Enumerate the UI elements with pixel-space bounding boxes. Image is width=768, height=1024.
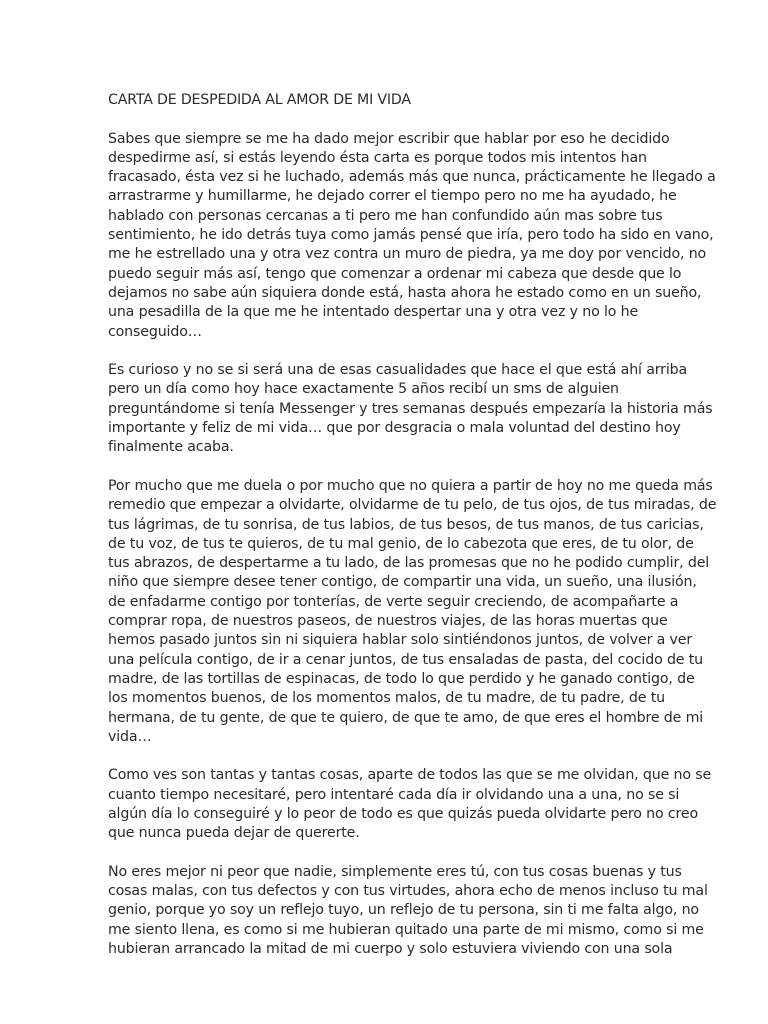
text-line: de enfadarme contigo por tonterías, de verte seguir creciendo, de acompañarte a bbox=[108, 593, 679, 610]
text-line: cuanto tiempo necesitaré, pero intentaré cada día ir olvidando una a una, no se si bbox=[108, 786, 680, 803]
text-line: Sabes que siempre se me ha dado mejor escribir que hablar por eso he decidido bbox=[108, 130, 670, 147]
text-line: de tu voz, de tus te quieros, de tu mal genio, de lo cabezota que eres, de tu olor, de bbox=[108, 535, 694, 552]
text-line: tus abrazos, de despertarme a tu lado, de las promesas que no he podido cumplir, del bbox=[108, 555, 710, 572]
text-line: niño que siempre desee tener contigo, de compartir una vida, un sueño, una ilusión, bbox=[108, 574, 697, 591]
paragraph bbox=[108, 477, 717, 747]
text-line: me he estrellado una y otra vez contra un muro de piedra, ya me doy por vencido, no bbox=[108, 246, 707, 263]
text-line: puedo seguir más así, tengo que comenzar a ordenar mi cabeza que desde que lo bbox=[108, 265, 682, 282]
text-line: No eres mejor ni peor que nadie, simplemente eres tú, con tus cosas buenas y tus bbox=[108, 863, 682, 880]
text-line: hablado con personas cercanas a ti pero me han confundido aún mas sobre tus bbox=[108, 207, 663, 224]
text-line: finalmente acaba. bbox=[108, 439, 234, 456]
letter-body bbox=[108, 91, 717, 979]
paragraph bbox=[108, 863, 708, 959]
text-line: madre, de las tortillas de espinacas, de todo lo que perdido y he ganado contigo, de bbox=[108, 670, 695, 687]
text-line: una película contigo, de ir a cenar juntos, de tus ensaladas de pasta, del cocido de tu bbox=[108, 651, 704, 668]
text-line: cosas malas, con tus defectos y con tus virtudes, ahora echo de menos incluso tu mal bbox=[108, 883, 708, 900]
text-line: tus lágrimas, de tu sonrisa, de tus labios, de tus besos, de tus manos, de tus caricias, bbox=[108, 516, 704, 533]
paragraph bbox=[108, 361, 713, 457]
text-line: importante y feliz de mi vida… que por desgracia o mala voluntad del destino hoy bbox=[108, 420, 681, 437]
text-line: genio, porque yo soy un reflejo tuyo, un reflejo de tu persona, sin ti me falta algo, no bbox=[108, 902, 699, 919]
text-line: me siento llena, es como si me hubieran quitado una parte de mi mismo, como si me bbox=[108, 921, 704, 938]
text-line: conseguido… bbox=[108, 323, 202, 340]
text-line: vida… bbox=[108, 728, 152, 745]
text-line: comprar ropa, de nuestros paseos, de nuestros viajes, de las horas muertas que bbox=[108, 613, 668, 630]
text-line: fracasado, ésta vez si he luchado, además más que nunca, prácticamente he llegado a bbox=[108, 169, 716, 186]
text-line: Es curioso y no se si será una de esas casualidades que hace el que está ahí arriba bbox=[108, 362, 688, 379]
text-line: hemos pasado juntos sin ni siquiera hablar solo sintiéndonos juntos, de volver a ver bbox=[108, 632, 693, 649]
letter-title: CARTA DE DESPEDIDA AL AMOR DE MI VIDA bbox=[108, 92, 411, 108]
text-line: arrastrarme y humillarme, he dejado correr el tiempo pero no me ha ayudado, he bbox=[108, 188, 677, 205]
text-line: despedirme así, si estás leyendo ésta carta es porque todos mis intentos han bbox=[108, 149, 647, 166]
text-line: hubieran arrancado la mitad de mi cuerpo y solo estuviera viviendo con una sola bbox=[108, 941, 673, 958]
paragraph-container bbox=[108, 130, 717, 960]
paragraph bbox=[108, 766, 712, 843]
text-line: los momentos buenos, de los momentos malos, de tu madre, de tu padre, de tu bbox=[108, 690, 665, 707]
text-line: dejamos no sabe aún siquiera donde está, hasta ahora he estado como en un sueño, bbox=[108, 284, 702, 301]
text-line: una pesadilla de la que me he intentado despertar una y otra vez y no lo he bbox=[108, 304, 639, 321]
paragraph bbox=[108, 130, 716, 342]
text-line: sentimiento, he ido detrás tuya como jamás pensé que iría, pero todo ha sido en vano, bbox=[108, 227, 714, 244]
text-line: algún día lo conseguiré y lo peor de todo es que quizás pueda olvidarte pero no creo bbox=[108, 805, 699, 822]
text-line: que nunca pueda dejar de quererte. bbox=[108, 825, 360, 842]
text-line: Como ves son tantas y tantas cosas, aparte de todos las que se me olvidan, que no se bbox=[108, 767, 712, 784]
text-line: Por mucho que me duela o por mucho que no quiera a partir de hoy no me queda más bbox=[108, 477, 713, 494]
text-line: pero un día como hoy hace exactamente 5 años recibí un sms de alguien bbox=[108, 381, 619, 398]
text-line: hermana, de tu gente, de que te quiero, de que te amo, de que eres el hombre de mi bbox=[108, 709, 704, 726]
text-line: remedio que empezar a olvidarte, olvidarme de tu pelo, de tus ojos, de tus miradas, de bbox=[108, 497, 717, 514]
text-line: preguntándome si tenía Messenger y tres semanas después empezaría la historia más bbox=[108, 400, 713, 417]
